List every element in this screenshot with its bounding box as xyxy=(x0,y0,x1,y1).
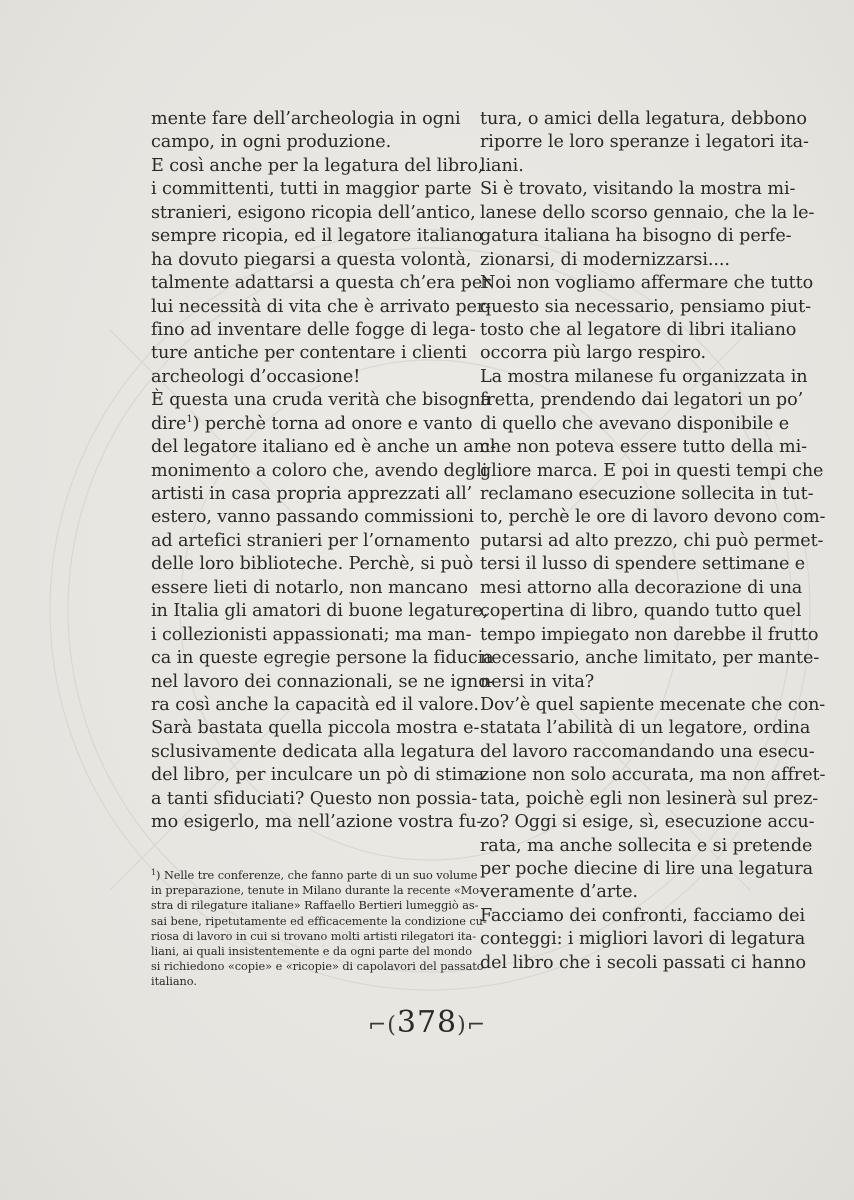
text-line: talmente adattarsi a questa ch’era per xyxy=(151,273,491,294)
text-line: zionarsi, di modernizzarsi.... xyxy=(480,249,730,270)
footnote-ref-mark: 1 xyxy=(186,413,193,425)
text-line: lui necessità di vita che è arrivato per- xyxy=(151,296,491,317)
page-number-right-ornament: )⌐ xyxy=(457,1013,487,1038)
text-line: stranieri, esigono ricopia dell’antico, xyxy=(151,202,476,223)
text-line: nel lavoro dei connazionali, se ne igno- xyxy=(151,671,495,692)
text-line: sclusivamente dedicata alla legatura xyxy=(151,741,475,762)
text-line: ture antiche per contentare i clienti xyxy=(151,343,467,364)
text-line: questo sia necessario, pensiamo piut- xyxy=(480,296,811,317)
text-line: tosto che al legatore di libri italiano xyxy=(480,319,797,340)
text-line: mo esigerlo, ma nell’azione vostra fu- xyxy=(151,812,483,833)
text-line: nersi in vita? xyxy=(480,671,595,692)
text-line: i committenti, tutti in maggior parte xyxy=(151,179,472,200)
text-line-with-footnote-ref xyxy=(151,413,473,436)
footnote-line: riosa di lavoro in cui si trovano molti artisti rilegatori ita- xyxy=(151,929,476,943)
page-number-left-ornament: ⌐( xyxy=(367,1013,397,1038)
text-line: conteggi: i migliori lavori di legatura xyxy=(480,929,806,950)
text-line: rata, ma anche sollecita e si pretende xyxy=(480,835,813,856)
text-line: occorra più largo respiro. xyxy=(480,343,707,364)
footnote-ref-continuation: perchè torna ad onore e vanto xyxy=(204,413,473,434)
text-line: fretta, prendendo dai legatori un po’ xyxy=(480,390,804,411)
text-line: riporre le loro speranze i legatori ita- xyxy=(480,132,809,153)
footnote-ref-paren: ) xyxy=(192,413,200,434)
text-line: Facciamo dei confronti, facciamo dei xyxy=(480,905,805,926)
text-line: liani. xyxy=(480,155,524,176)
text-line: to, perchè le ore di lavoro devono com- xyxy=(480,507,826,528)
text-line: tempo impiegato non darebbe il frutto xyxy=(480,624,819,645)
text-line: archeologi d’occasione! xyxy=(151,366,361,387)
text-line: del lavoro raccomandando una esecu- xyxy=(480,741,815,762)
text-line: fino ad inventare delle fogge di lega- xyxy=(151,319,476,340)
footnote-line-text: ) Nelle tre conferenze, che fanno parte di un suo volume xyxy=(156,869,478,882)
text-line: ha dovuto piegarsi a questa volontà, xyxy=(151,249,472,270)
text-line: E così anche per la legatura del libro, xyxy=(151,155,484,176)
text-line: È questa una cruda verità che bisogna xyxy=(151,390,491,411)
text-line: necessario, anche limitato, per mante- xyxy=(480,648,820,669)
page-number xyxy=(0,1005,854,1040)
text-line: Sarà bastata quella piccola mostra e- xyxy=(151,718,480,739)
text-line: lanese dello scorso gennaio, che la le- xyxy=(480,202,815,223)
text-line: statata l’abilità di un legatore, ordina xyxy=(480,718,811,739)
text-line: monimento a coloro che, avendo degli xyxy=(151,460,488,481)
text-line: che non poteva essere tutto della mi- xyxy=(480,437,807,458)
text-line: del libro che i secoli passati ci hanno xyxy=(480,952,806,973)
footnote xyxy=(151,868,487,990)
page-number-value: 378 xyxy=(396,1005,458,1040)
text-line: del legatore italiano ed è anche un am- xyxy=(151,437,496,458)
footnote-mark: 1 xyxy=(151,868,157,877)
text-line: gatura italiana ha bisogno di perfe- xyxy=(480,226,792,247)
text-line: tersi il lusso di spendere settimane e xyxy=(480,554,806,575)
text-line: veramente d’arte. xyxy=(480,882,638,903)
footnote-line: italiano. xyxy=(151,975,197,989)
text-line: Noi non vogliamo affermare che tutto xyxy=(480,273,814,294)
text-line: estero, vanno passando commissioni xyxy=(151,507,474,528)
footnote-line: stra di rilegature italiane» Raffaello Bertieri lumeggiò as- xyxy=(151,899,479,913)
footnote-ref-word: dire xyxy=(151,413,187,434)
text-line: copertina di libro, quando tutto quel xyxy=(480,601,802,622)
text-line: in Italia gli amatori di buone legature, xyxy=(151,601,489,622)
text-line: zo? Oggi si esige, sì, esecuzione accu- xyxy=(480,812,815,833)
text-line: delle loro biblioteche. Perchè, si può xyxy=(151,554,474,575)
text-line: artisti in casa propria apprezzati all’ xyxy=(151,484,473,504)
footnote-line: sai bene, ripetutamente ed efficacemente la condizione cu- xyxy=(151,914,487,928)
left-text-column xyxy=(151,108,496,835)
text-line: sempre ricopia, ed il legatore italiano xyxy=(151,226,483,247)
text-line: mente fare dell’archeologia in ogni xyxy=(151,109,461,129)
text-line: ca in queste egregie persone la fiducia xyxy=(151,648,494,669)
footnote-line xyxy=(151,868,478,883)
text-line: reclamano esecuzione sollecita in tut- xyxy=(480,484,814,504)
footnote-line: in preparazione, tenute in Milano durante la recente «Mo- xyxy=(151,884,483,898)
text-line: ad artefici stranieri per l’ornamento xyxy=(151,530,471,551)
text-line: Si è trovato, visitando la mostra mi- xyxy=(480,179,796,200)
text-line: zione non solo accurata, ma non affret- xyxy=(480,765,826,786)
text-line: tata, poichè egli non lesinerà sul prez- xyxy=(480,788,819,809)
right-text-column xyxy=(480,108,826,975)
text-line: putarsi ad alto prezzo, chi può permet- xyxy=(480,530,824,551)
text-line: per poche diecine di lire una legatura xyxy=(480,859,814,879)
text-line: tura, o amici della legatura, debbono xyxy=(480,109,807,129)
footnote-line: si richiedono «copie» e «ricopie» di capolavori del passato xyxy=(151,960,484,974)
text-line: di quello che avevano disponibile e xyxy=(480,413,790,434)
text-line: essere lieti di notarlo, non mancano xyxy=(151,577,469,598)
text-line: gliore marca. E poi in questi tempi che xyxy=(480,460,824,481)
text-line: La mostra milanese fu organizzata in xyxy=(480,366,808,387)
text-line: campo, in ogni produzione. xyxy=(151,132,392,153)
text-line: mesi attorno alla decorazione di una xyxy=(480,577,803,598)
text-line: a tanti sfiduciati? Questo non possia- xyxy=(151,788,478,809)
text-line: i collezionisti appassionati; ma man- xyxy=(151,624,472,645)
footnote-line: liani, ai quali insistentemente e da ogni parte del mondo xyxy=(151,944,472,958)
text-line: Dov’è quel sapiente mecenate che con- xyxy=(480,694,826,715)
text-line: del libro, per inculcare un pò di stima xyxy=(151,765,484,786)
text-line: ra così anche la capacità ed il valore. xyxy=(151,694,479,715)
